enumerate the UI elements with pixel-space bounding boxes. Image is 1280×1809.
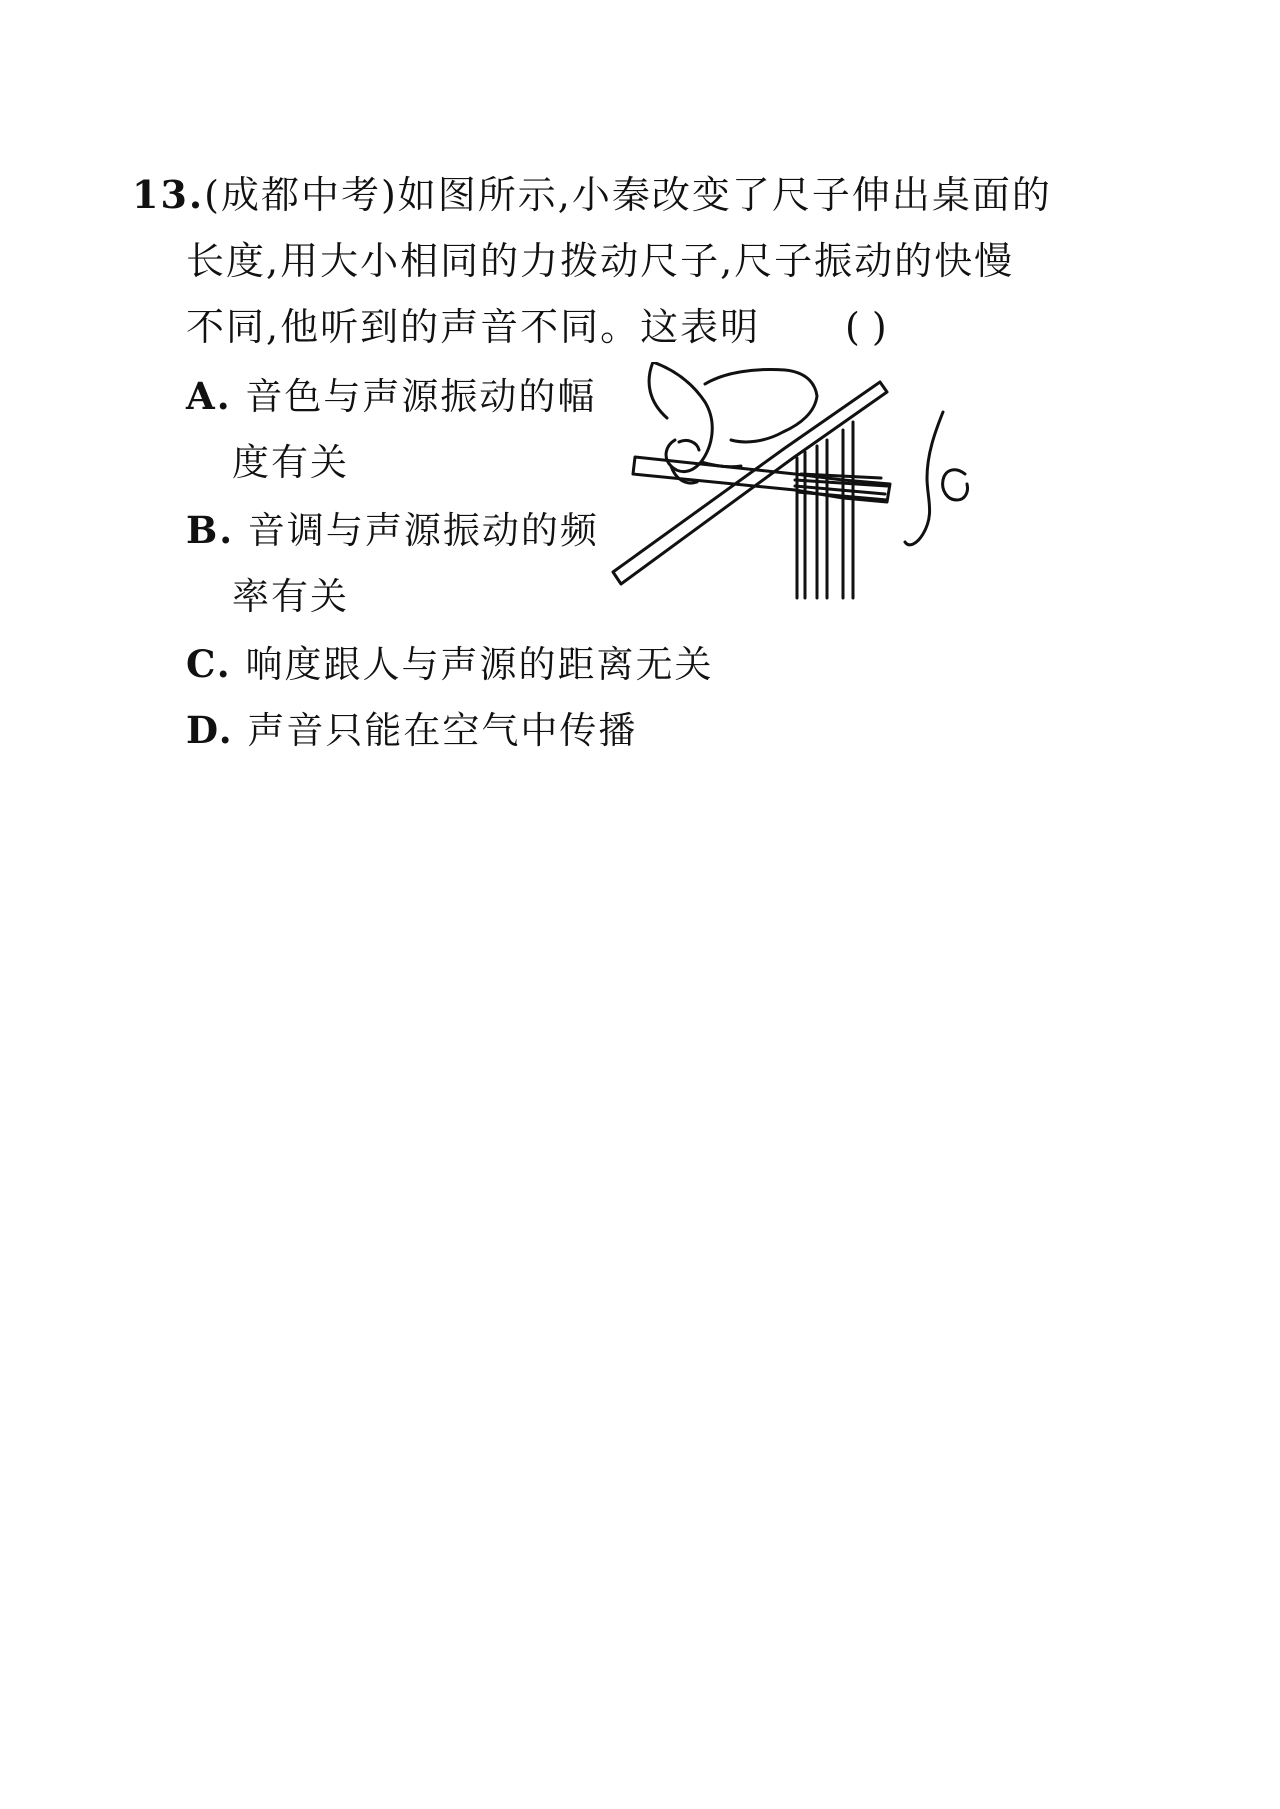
option-d-letter: D. <box>186 708 234 752</box>
ear-detail <box>943 470 968 500</box>
question-stem-line-1 <box>132 172 1052 217</box>
option-c-text: 响度跟人与声源的距离无关 <box>245 643 714 686</box>
question-stem-line-2: 长度,用大小相同的力拨动尺子,尺子振动的快慢 <box>186 239 1015 283</box>
question-13 <box>0 0 1280 800</box>
question-number: 13. <box>132 172 205 217</box>
option-a[interactable] <box>186 374 597 418</box>
answer-blank[interactable]: ( ) <box>845 305 887 349</box>
table-leg <box>797 440 827 598</box>
option-b-text-1: 音调与声源振动的频 <box>247 509 599 552</box>
sleeve <box>705 370 817 442</box>
option-c-letter: C. <box>186 642 232 686</box>
table-leg-outline <box>843 422 853 598</box>
option-a-letter: A. <box>186 374 232 418</box>
hand <box>649 362 741 472</box>
option-b-text-2: 率有关 <box>232 575 349 618</box>
ruler-vibration-figure <box>605 362 990 602</box>
option-a-text-1: 音色与声源振动的幅 <box>245 375 597 418</box>
option-c[interactable] <box>186 642 714 686</box>
option-b[interactable] <box>186 508 599 552</box>
option-a-text-2: 度有关 <box>232 441 349 484</box>
option-b-letter: B. <box>186 508 235 552</box>
option-d[interactable] <box>186 708 638 752</box>
stem-text-1: (成都中考)如图所示,小秦改变了尺子伸出桌面的 <box>204 173 1052 217</box>
option-d-text: 声音只能在空气中传播 <box>247 709 638 752</box>
question-stem-line-3: 不同,他听到的声音不同。这表明 <box>186 305 761 349</box>
vibration-lines <box>795 474 887 500</box>
ear <box>905 412 943 545</box>
